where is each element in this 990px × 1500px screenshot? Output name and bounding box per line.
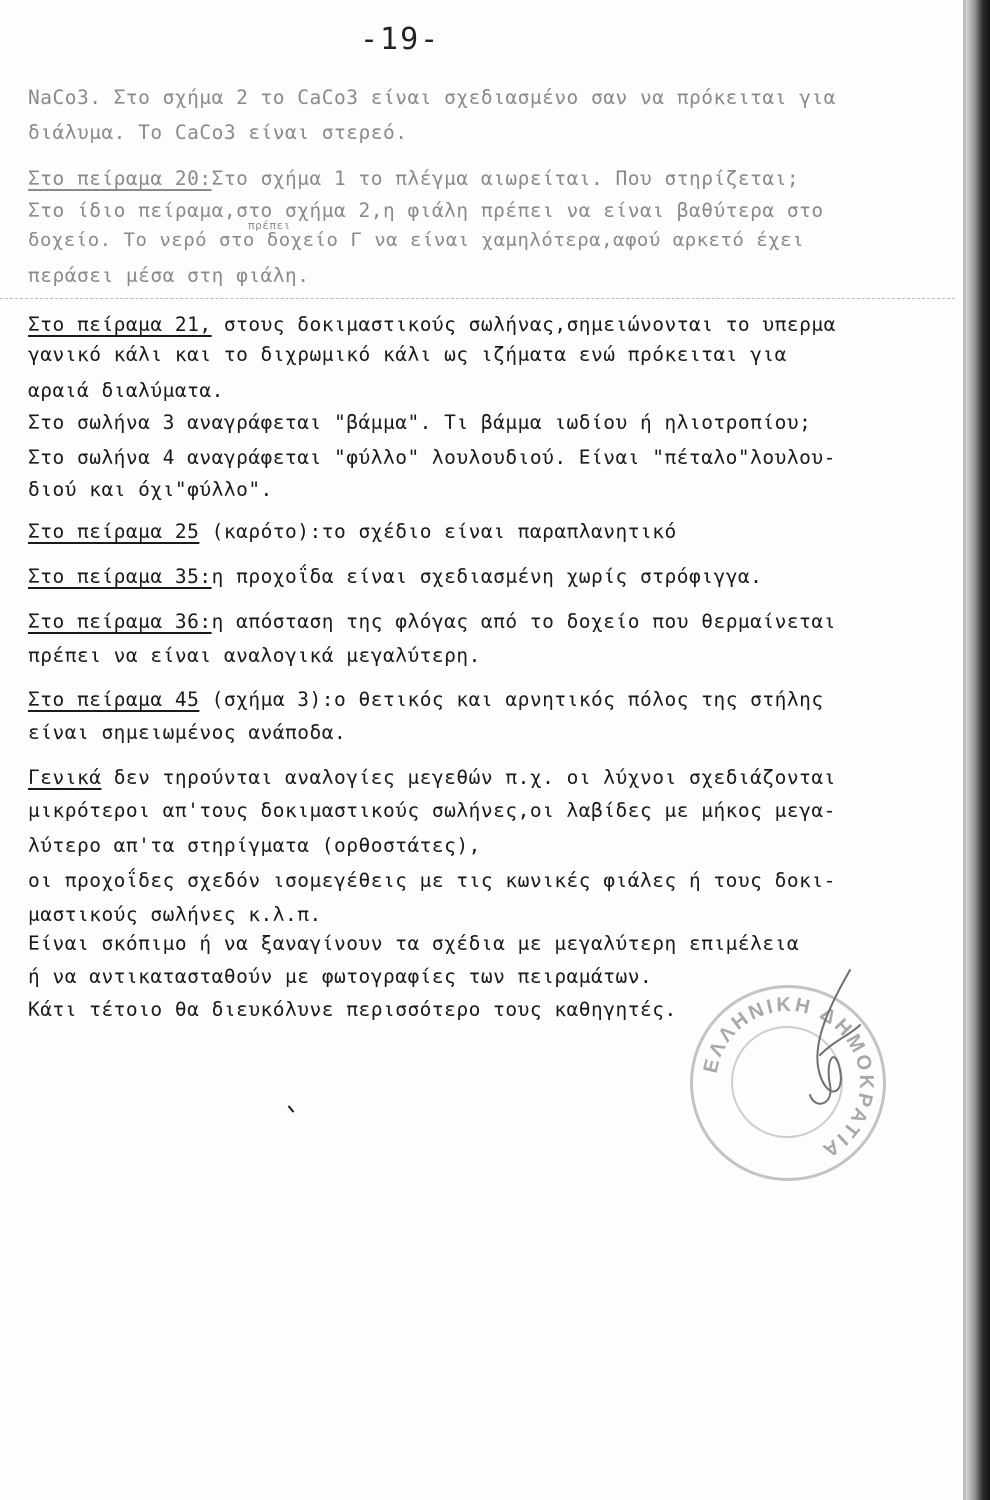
svg-text:ΕΛΛΗΝΙΚΗ ΔΗΜΟΚΡΑΤΙΑ: ΕΛΛΗΝΙΚΗ ΔΗΜΟΚΡΑΤΙΑ <box>699 993 878 1163</box>
experiment-heading: Στο πείραμα 45 <box>28 688 200 711</box>
page-number: -19- <box>360 22 441 57</box>
experiment-heading: Στο πείραμα 20: <box>28 167 212 190</box>
text-line: Κάτι τέτοιο θα διευκόλυνε περισσότερο τους καθηγητές. <box>28 998 677 1021</box>
section-heading: Γενικά <box>28 766 102 789</box>
text-line: διάλυμα. Το CaCo3 είναι στερεό. <box>28 121 408 144</box>
text-line: Στο ίδιο πείραμα,στο σχήμα 2,η φιάλη πρέπει να είναι βαθύτερα στο <box>28 199 824 222</box>
text-line: πρέπει να είναι αναλογικά μεγαλύτερη. <box>28 644 481 667</box>
text-line: μαστικούς σωλήνες κ.λ.π. <box>28 903 322 926</box>
text-line: μικρότεροι απ'τους δοκιμαστικούς σωλήνες,οι λαβίδες με μήκος μεγα- <box>28 799 836 822</box>
experiment-heading: Στο πείραμα 21, <box>28 313 212 336</box>
text-line-body: στους δοκιμαστικούς σωλήνας,σημειώνονται το υπερμα <box>211 313 836 336</box>
text-line <box>28 567 762 587</box>
text-line: Είναι σκόπιμο ή να ξαναγίνουν τα σχέδια με μεγαλύτερη επιμέλεια <box>28 932 800 955</box>
book-binding <box>966 0 990 1500</box>
text-line-body: (σχήμα 3):ο θετικός και αρνητικός πόλος της στήλης <box>199 688 824 711</box>
experiment-heading: Στο πείραμα 35: <box>28 565 212 588</box>
text-line-body: δεν τηρούνται αναλογίες μεγεθών π.χ. οι λύχνοι σχεδιάζονται <box>101 766 836 789</box>
text-line-body: (καρότο):το σχέδιο είναι παραπλανητικό <box>199 520 677 543</box>
text-line: Στο σωλήνα 4 αναγράφεται "φύλλο" λουλουδιού. Είναι "πέταλο"λουλου- <box>28 446 836 469</box>
text-line: οι προχοΐδες σχεδόν ισομεγέθεις με τις κωνικές φιάλες ή τους δοκι- <box>28 869 836 892</box>
text-line <box>28 169 799 189</box>
text-line-body: η απόσταση της φλόγας από το δοχείο που θερμαίνεται <box>211 610 836 633</box>
text-line-body: Στο σχήμα 1 το πλέγμα αιωρείται. Που στηρίζεται; <box>211 167 800 190</box>
text-line: γανικό κάλι και το διχρωμικό κάλι ως ιζήματα ενώ πρόκειται για <box>28 343 787 366</box>
text-line <box>28 315 836 335</box>
handwritten-insert: πρέπει <box>248 219 291 232</box>
text-line: NaCo3. Στο σχήμα 2 το CaCo3 είναι σχεδιασμένο σαν να πρόκειται για <box>28 86 836 109</box>
experiment-heading: Στο πείραμα 25 <box>28 520 200 543</box>
text-line: διού και όχι"φύλλο". <box>28 478 273 501</box>
text-line: περάσει μέσα στη φιάλη. <box>28 264 310 287</box>
text-line: αραιά διαλύματα. <box>28 379 224 402</box>
text-line: Στο σωλήνα 3 αναγράφεται "βάμμα". Τι βάμμα ιωδίου ή ηλιοτροπίου; <box>28 411 812 434</box>
text-line <box>28 690 824 710</box>
text-line: δοχείο. Το νερό στο δοχείο Γ να είναι χαμηλότερα,αφού αρκετό έχει <box>28 229 805 251</box>
text-line-body: η προχοΐδα είναι σχεδιασμένη χωρίς στρόφιγγα. <box>211 565 763 588</box>
separator-line <box>0 298 955 299</box>
text-line: λύτερο απ'τα στηρίγματα (ορθοστάτες), <box>28 834 481 857</box>
handwritten-signature <box>790 965 880 1115</box>
text-line <box>28 768 836 788</box>
text-line: ή να αντικατασταθούν με φωτογραφίες των πειραμάτων. <box>28 965 653 988</box>
stray-mark <box>288 1105 295 1112</box>
text-line <box>28 612 836 632</box>
text-line: είναι σημειωμένος ανάποδα. <box>28 721 347 744</box>
experiment-heading: Στο πείραμα 36: <box>28 610 212 633</box>
text-line <box>28 522 677 542</box>
